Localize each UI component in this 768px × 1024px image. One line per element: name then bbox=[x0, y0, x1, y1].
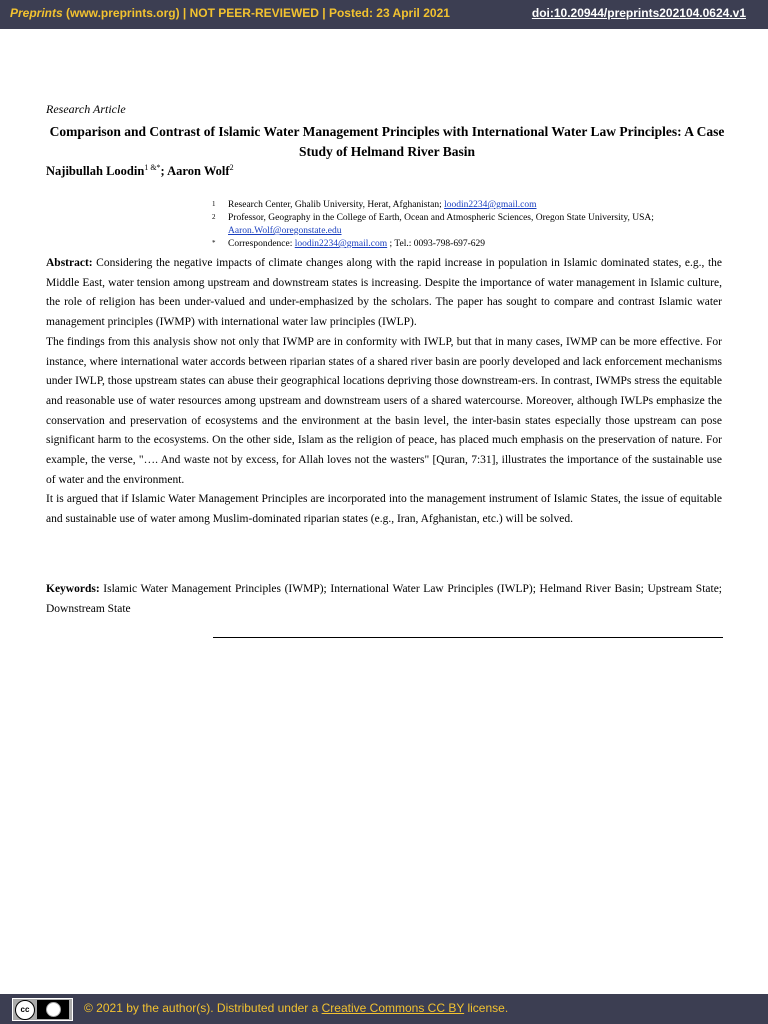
phone-text: ; Tel.: 0093-798-697-629 bbox=[387, 239, 485, 249]
preprint-status bbox=[10, 6, 450, 20]
license-footer-bar bbox=[0, 994, 768, 1024]
posting-info: (www.preprints.org) | NOT PEER-REVIEWED | Posted: 23 April 2021 bbox=[62, 6, 450, 20]
license-suffix: license. bbox=[464, 1001, 509, 1015]
affiliations bbox=[212, 199, 712, 251]
author-list bbox=[46, 163, 234, 179]
affiliation-mark: 2 bbox=[212, 213, 216, 221]
correspondence-item bbox=[212, 238, 712, 251]
abstract bbox=[46, 254, 722, 530]
author-affiliation-marks: 2 bbox=[229, 163, 234, 172]
license-text bbox=[84, 1001, 508, 1015]
affiliation-text: Research Center, Ghalib University, Herat, Afghanistan; bbox=[228, 200, 445, 210]
affiliation-item bbox=[212, 199, 712, 212]
abstract-label: Abstract: bbox=[46, 257, 93, 269]
email-link[interactable]: loodin2234@gmail.com bbox=[444, 200, 537, 210]
affiliation-mark: 1 bbox=[212, 200, 216, 208]
abstract-text: Considering the negative impacts of climate changes along with the rapid increase in population in Islamic dominated states, e.g., the Middle East, water tension among upstream and downstream states is increasing. Despite the importance of water management in Islamic culture, the role of religion has been under-valued and under-emphasized by the scholars. The paper has sought to compare and contrast Islamic water management principles (IWMP) with international water law principles (IWLP). bbox=[46, 257, 722, 329]
article-title: Comparison and Contrast of Islamic Water Management Principles with International Water Law Principles: A Case Study of Helmand River Basin bbox=[49, 124, 725, 159]
abstract-paragraph: The findings from this analysis show not only that IWMP are in conformity with IWLP, but that in many cases, IWMP can be more effective. For instance, where international water accords between riparian states of a shared river basin are poorly developed and lack enforcement mechanisms under IWLP, those upstream states can abuse their geographical locations depriving those downstream-ers. In contrast, IWMPs stress the equitable and reasonable use of water resources among upstream and downstream users of a shared watercourse. Moreover, although IWLPs emphasize the conservation and preservation of ecosystems and the environment at the basin level, the inter-basin states especially those upstream can pose significant harm to the ecosystems. On the other side, Islam as the religion of peace, has placed much emphasis on the preservation of nature. For example, the verse, "…. And waste not by excess, for Allah loves not the wasters" [Quran, 7:31], illustrates the importance of the sustainable use of water and the environment. bbox=[46, 335, 722, 486]
license-link[interactable]: Creative Commons CC BY bbox=[321, 1001, 465, 1015]
abstract-paragraph bbox=[46, 254, 722, 333]
keywords-label: Keywords: bbox=[46, 583, 100, 595]
author-name: Najibullah Loodin bbox=[46, 164, 145, 179]
doi-link[interactable]: doi:10.20944/preprints202104.0624.v1 bbox=[531, 6, 746, 20]
attribution-person-icon bbox=[46, 1002, 61, 1017]
author-separator: ; bbox=[160, 164, 168, 179]
email-link[interactable]: loodin2234@gmail.com bbox=[294, 239, 388, 249]
keywords-text: Islamic Water Management Principles (IWMP); International Water Law Principles (IWLP); Helmand River Basin; Upstream State; Downstream State bbox=[46, 583, 722, 615]
author-affiliation-marks: 1 &* bbox=[144, 163, 161, 172]
preprint-header-bar bbox=[0, 0, 768, 29]
preprints-brand[interactable]: Preprints bbox=[10, 6, 63, 20]
footnote-divider bbox=[213, 637, 723, 638]
creative-commons-icon: cc bbox=[15, 1000, 35, 1020]
attribution-block bbox=[37, 1000, 69, 1019]
cc-by-license-badge[interactable] bbox=[12, 998, 73, 1021]
article-type: Research Article bbox=[46, 102, 126, 116]
abstract-paragraph: It is argued that if Islamic Water Management Principles are incorporated into the management instrument of Islamic States, the issue of equitable and sustainable use of water among Muslim-dominated riparian states (e.g., Iran, Afghanistan, etc.) will be solved. bbox=[46, 493, 722, 526]
affiliation-mark: * bbox=[212, 239, 216, 247]
email-link[interactable]: Aaron.Wolf@oregonstate.edu bbox=[228, 226, 342, 236]
affiliation-item bbox=[212, 212, 712, 238]
affiliation-text: Correspondence: bbox=[228, 239, 295, 249]
keywords bbox=[46, 580, 722, 619]
affiliation-text: Professor, Geography in the College of Earth, Ocean and Atmospheric Sciences, Oregon State University, USA; bbox=[228, 213, 654, 223]
license-prefix: © 2021 by the author(s). Distributed under a bbox=[84, 1001, 322, 1015]
author-name: Aaron Wolf bbox=[167, 164, 230, 179]
